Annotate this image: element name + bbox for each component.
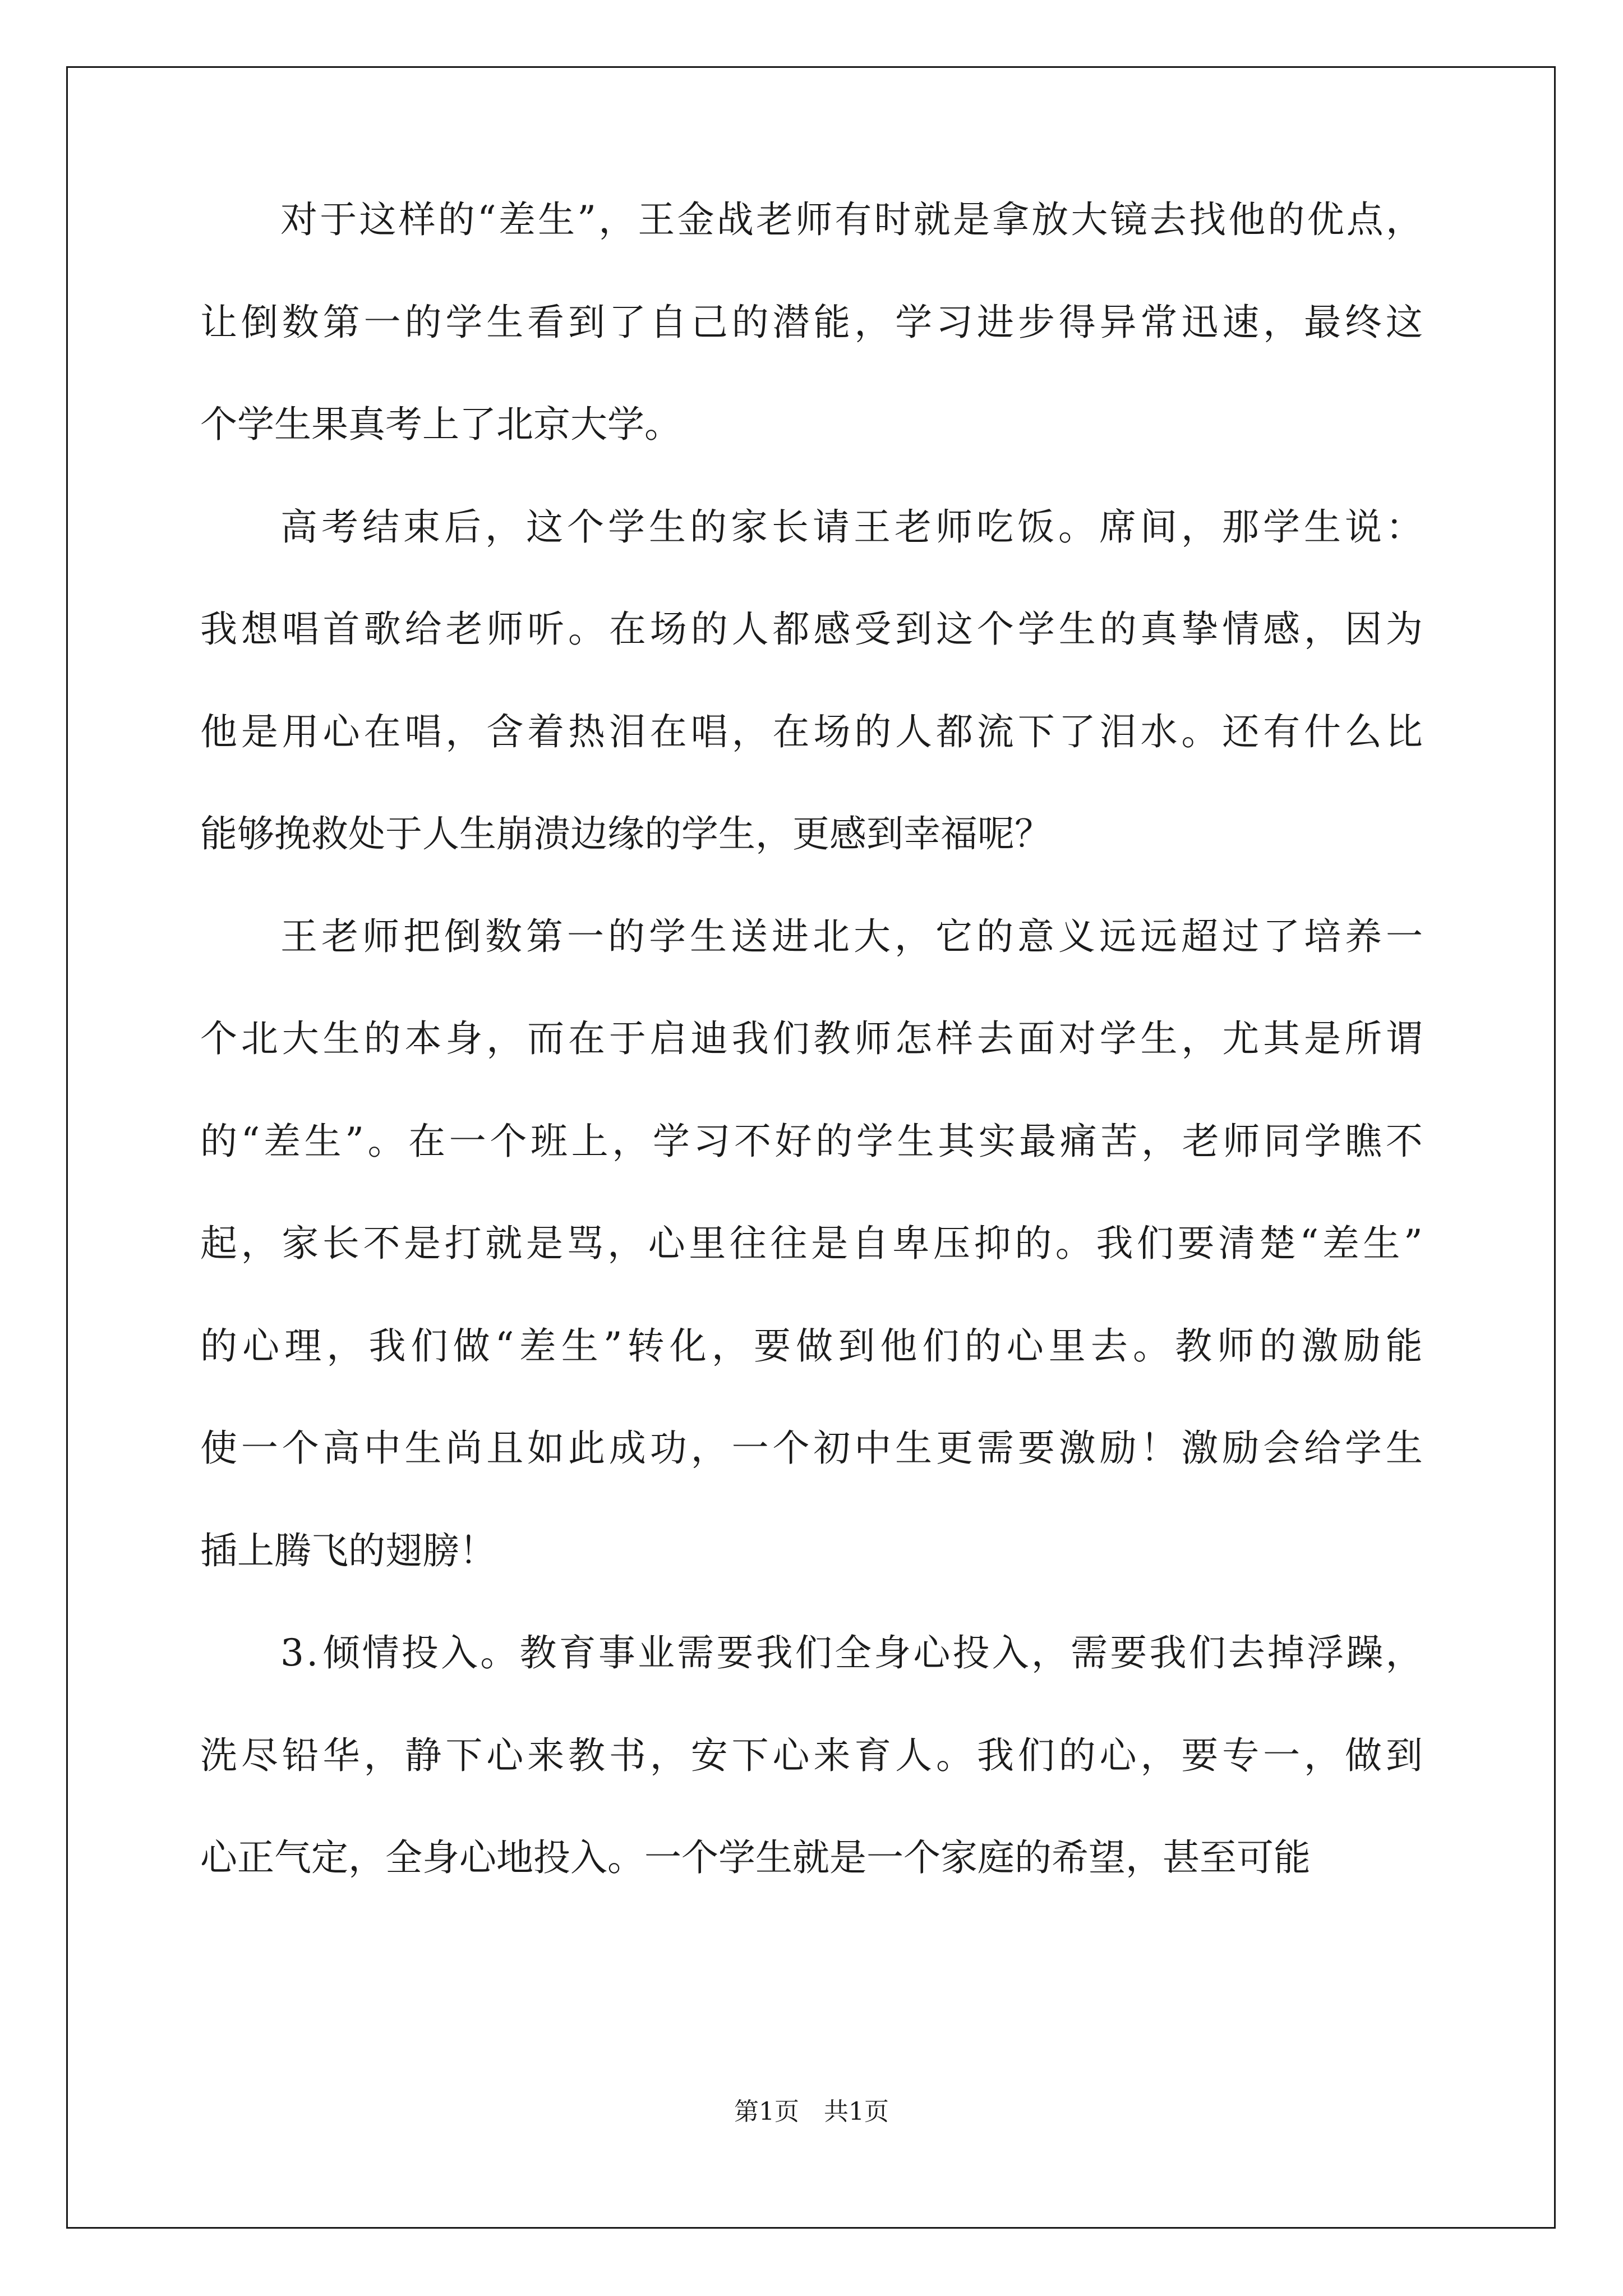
text-line: 他 是 用 心 在 唱 ， 含 着 热 泪 在 唱 ， 在 场 的 人 都 流 下 了 泪 水 。 还 有 什 么 比 xyxy=(200,710,1423,753)
text-line: 起 ， 家 长 不 是 打 就 是 骂 ， 心 里 往 往 是 自 卑 压 抑 的 。 我 们 要 清 楚 “ 差 生 ” xyxy=(200,1222,1423,1265)
text-line: 王 老 师 把 倒 数 第 一 的 学 生 送 进 北 大 ， 它 的 意 义 远 远 超 过 了 培 养 一 xyxy=(280,914,1423,958)
text-line: 能够挽救处于人生崩溃边缘的学生，更感到幸福呢？ xyxy=(200,812,1052,855)
text-line: 的 心 理 ， 我 们 做 “ 差 生 ” 转 化 ， 要 做 到 他 们 的 心 里 去 。 教 师 的 激 励 能 xyxy=(200,1324,1423,1368)
text-line: 对 于 这 样 的 “ 差 生 ” ， 王 金 战 老 师 有 时 就 是 拿 放 大 镜 去 找 他 的 优 点 ， xyxy=(280,198,1423,241)
text-line: 我 想 唱 首 歌 给 老 师 听 。 在 场 的 人 都 感 受 到 这 个 学 生 的 真 挚 情 感 ， 因 为 xyxy=(200,608,1423,651)
text-line: 个 北 大 生 的 本 身 ， 而 在 于 启 迪 我 们 教 师 怎 样 去 面 对 学 生 ， 尤 其 是 所 谓 xyxy=(200,1017,1423,1060)
text-line: 心正气定，全身心地投入。一个学生就是一个家庭的希望，甚至可能 xyxy=(200,1836,1311,1879)
text-line: 的 “ 差 生 ” 。 在 一 个 班 上 ， 学 习 不 好 的 学 生 其 实 最 痛 苦 ， 老 师 同 学 瞧 不 xyxy=(200,1119,1423,1163)
text-line: 3 . 倾 情 投 入 。 教 育 事 业 需 要 我 们 全 身 心 投 入 ， 需 要 我 们 去 掉 浮 躁 ， xyxy=(280,1631,1423,1674)
text-line: 使 一 个 高 中 生 尚 且 如 此 成 功 ， 一 个 初 中 生 更 需 要 激 励 ！ 激 励 会 给 学 生 xyxy=(200,1427,1423,1470)
text-line: 个学生果真考上了北京大学。 xyxy=(200,403,681,446)
text-line: 插上腾飞的翅膀！ xyxy=(200,1529,496,1572)
text-line: 让 倒 数 第 一 的 学 生 看 到 了 自 己 的 潜 能 ， 学 习 进 步 得 异 常 迅 速 ， 最 终 这 xyxy=(200,300,1423,344)
text-line: 洗 尽 铅 华 ， 静 下 心 来 教 书 ， 安 下 心 来 育 人 。 我 们 的 心 ， 要 专 一 ， 做 到 xyxy=(200,1733,1423,1777)
text-line: 高 考 结 束 后 ， 这 个 学 生 的 家 长 请 王 老 师 吃 饭 。 席 间 ， 那 学 生 说 ： xyxy=(280,505,1423,549)
page-footer: 第1页 共1页 xyxy=(734,2097,889,2126)
